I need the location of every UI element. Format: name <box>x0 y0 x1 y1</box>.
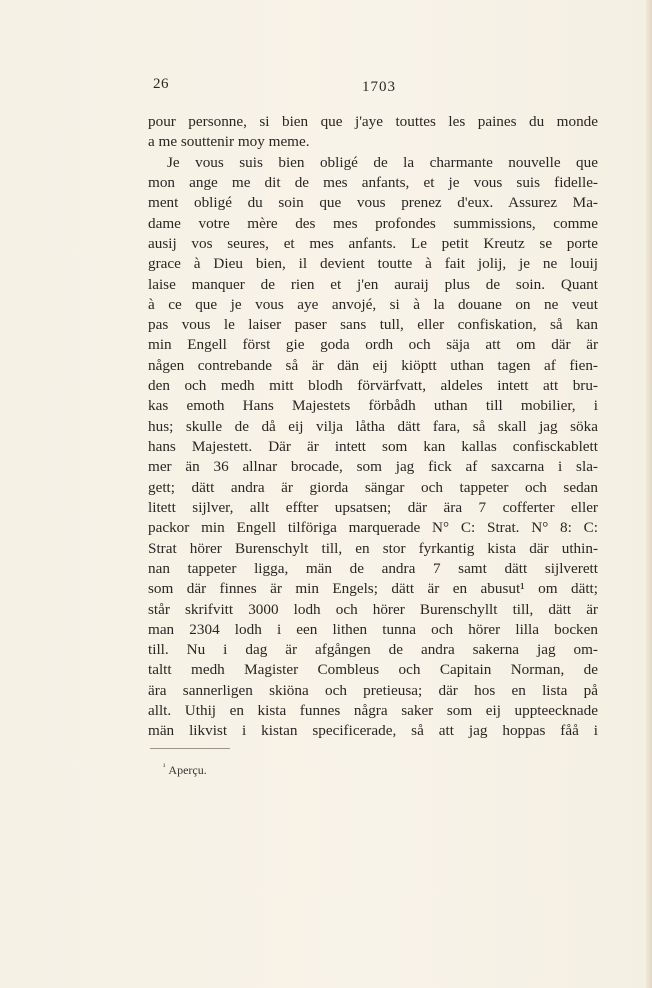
text-line: Strat hörer Burenschylt till, en stor fyrkantig kista där uthin- <box>148 539 598 557</box>
text-line: pour personne, si bien que j'aye touttes les paines du monde <box>148 113 598 130</box>
text-line: hans Majestett. Där är intett som kan kallas confisckablett <box>148 438 598 455</box>
text-line: à ce que je vous aye anvojé, si à la douane on ne veut <box>148 295 598 313</box>
text-line: ausij vos seures, et mes anfants. Le petit Kreutz se porte <box>148 234 598 252</box>
text-line: som där finnes är min Engels; dätt är en abusut¹ om dätt; <box>148 580 598 598</box>
text-line: nan tappeter ligga, män de andra 7 samt dätt sijlverett <box>148 559 598 577</box>
page-number: 26 <box>153 76 169 92</box>
text-line: man 2304 lodh i een lithen tunna och hörer lilla bocken <box>148 620 598 638</box>
text-line: laise manquer de rien et j'en auraij plus de soin. Quant <box>148 275 598 293</box>
text-line: gett; dätt andra är giorda sängar och tappeter och sedan <box>148 478 598 496</box>
text-line: Je vous suis bien obligé de la charmante nouvelle que <box>167 153 598 171</box>
footnote <box>163 762 207 778</box>
text-line: pas vous le laiser paser sans tull, eller confiskation, så kan <box>148 316 598 334</box>
text-line: packor min Engell tilföriga marquerade N° C: Strat. N° 8: C: <box>148 519 598 537</box>
text-line: dame votre mère des mes profondes summissions, comme <box>148 214 598 232</box>
footnote-divider <box>150 748 230 749</box>
text-line: hus; skulle de då eij vilja låtha dätt fara, så skall jag söka <box>148 417 598 435</box>
text-line: a me souttenir moy meme. <box>148 133 310 151</box>
letter-text <box>148 112 598 742</box>
text-line: till. Nu i dag är afgången de andra sakerna jag om- <box>148 641 598 659</box>
footnote-marker: ¹ <box>163 762 166 771</box>
page-edge <box>646 0 652 988</box>
text-line: den och medh mitt blodh förvärfvatt, aldeles intett att bru- <box>148 377 598 395</box>
text-line: litett sijlver, allt effter upsatsen; där ära 7 cofferter eller <box>148 498 598 516</box>
text-line: allt. Uthij en kista funnes några saker som eij uppteecknade <box>148 702 598 720</box>
page-header-year: 1703 <box>362 79 396 95</box>
text-line: min Engell först gie goda ordh och säja att om där är <box>148 336 598 354</box>
text-line: grace à Dieu bien, il devient toutte à fait jolij, je ne louij <box>148 255 598 273</box>
footnote-text: Aperçu. <box>168 763 207 777</box>
text-line: ära sannerligen skiöna och pretieusa; där hos en lista på <box>148 681 598 699</box>
text-line: taltt medh Magister Combleus och Capitain Norman, de <box>148 661 598 679</box>
text-line: kas emoth Hans Majestets förbådh uthan till mobilier, i <box>148 397 598 415</box>
text-line: står skrifvitt 3000 lodh och hörer Burenschyllt till, dätt är <box>148 600 598 618</box>
text-line: mer än 36 allnar brocade, som jag fick af saxcarna i sla- <box>148 458 598 476</box>
text-line: män likvist i kistan specificerade, så att jag hoppas fåå i <box>148 722 598 740</box>
text-line: någen contrebande så är dän eij kiöptt uthan tagen af fien- <box>148 356 598 374</box>
text-line: ment obligé du soin que vous prenez d'eux. Assurez Ma- <box>148 194 598 212</box>
text-line: mon ange me dit de mes anfants, et je vous suis fidelle- <box>148 173 598 191</box>
